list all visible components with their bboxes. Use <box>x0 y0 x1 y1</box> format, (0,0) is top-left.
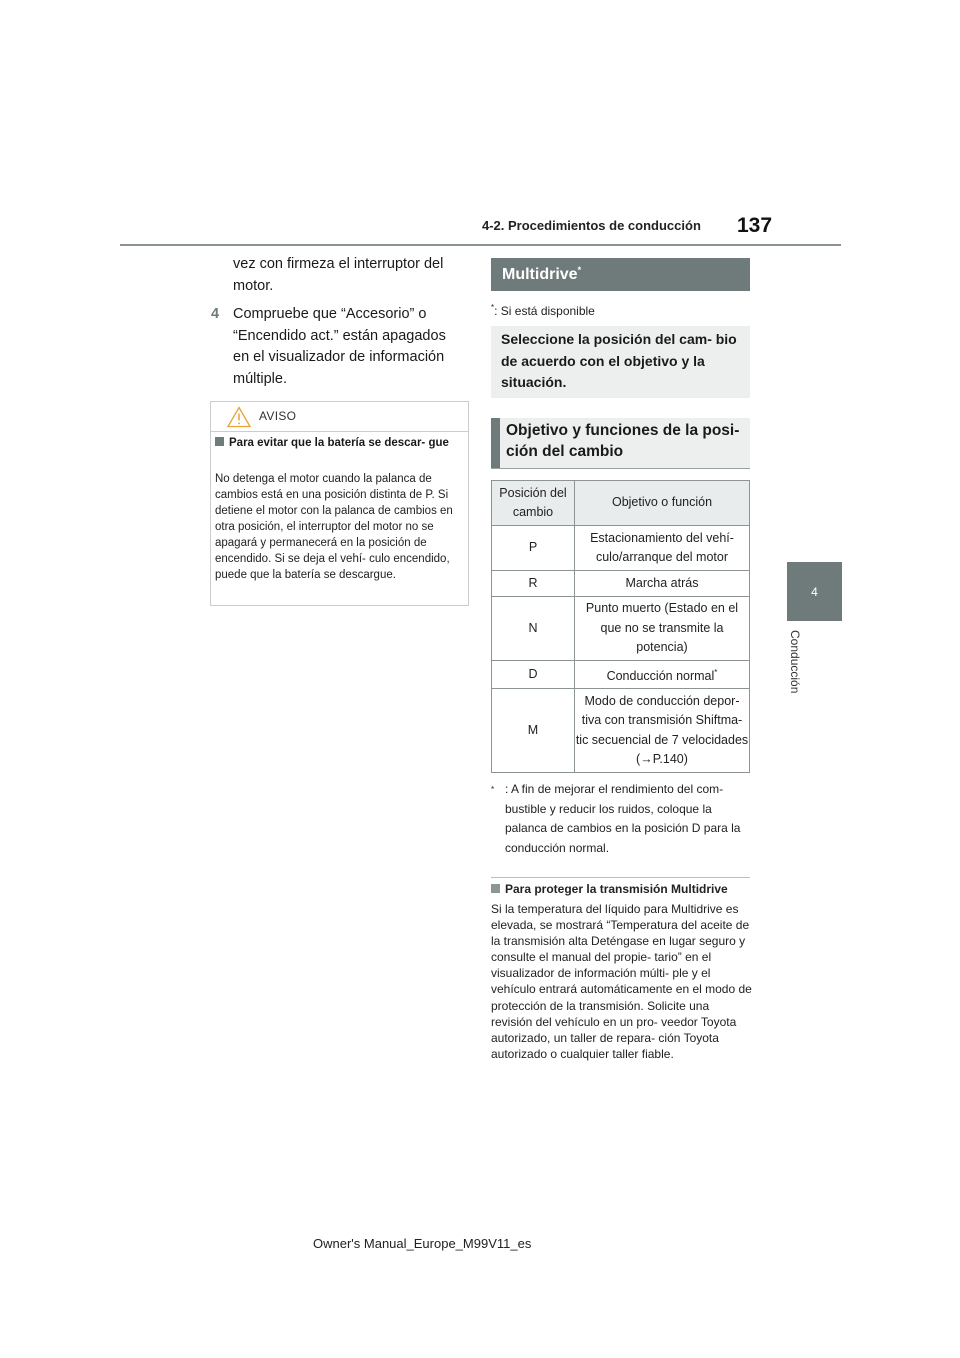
info-title <box>491 882 750 896</box>
text-line: Compruebe que “Accesorio” o <box>233 306 427 322</box>
column-header: Objetivo o función <box>575 481 750 526</box>
square-bullet-icon <box>491 884 500 893</box>
availability-footnote <box>491 303 595 318</box>
page-number: 137 <box>737 214 773 237</box>
warning-triangle-icon <box>227 406 251 428</box>
position-cell: R <box>492 571 575 597</box>
table-header-row <box>492 481 750 526</box>
footnote-mark: * <box>491 785 495 794</box>
footnote-text: : A fin de mejorar el rendimiento del com- bustible y reducir los ruidos, coloque la palanca de cambios en la posición D para la conducción normal. <box>505 782 741 855</box>
warning-title: AVISO <box>259 409 297 423</box>
header-rule <box>120 244 841 246</box>
shift-position-table <box>491 480 750 773</box>
chapter-number: 4 <box>811 584 818 599</box>
text-line: “Encendido act.” están apagados <box>233 327 446 344</box>
warning-body: No detenga el motor cuando la palanca de cambios está en una posición distinta de P. Si detiene el motor con la palanca de cambios en otra posición, el interruptor del motor no se apagará y permanecerá en la posición de encendido. Si se deja el vehí- culo encendido, puede que la batería se descargue. <box>215 473 453 581</box>
warning-subtitle <box>215 436 465 450</box>
position-cell: P <box>492 526 575 571</box>
footnote-mark: * <box>714 667 718 677</box>
text-line: vez con firmeza el interruptor del <box>233 256 444 272</box>
multidrive-title: Multidrive <box>502 266 578 283</box>
table-row <box>492 571 750 597</box>
function-cell: Marcha atrás <box>575 571 750 597</box>
chapter-tab[interactable] <box>787 562 842 621</box>
info-rule <box>491 877 750 878</box>
footer-manual-id: Owner's Manual_Europe_M99V11_es <box>313 1236 532 1251</box>
step-3-continuation <box>233 254 443 297</box>
position-cell: D <box>492 661 575 689</box>
intro-box: Seleccione la posición del cam- bio de acuerdo con el objetivo y la situación. <box>491 326 750 398</box>
info-body: Si la temperatura del líquido para Multidrive es elevada, se mostrará “Temperatura del aceite de la transmisión alta Deténgase en lugar seguro y consulte el manual del propie- tario” en el visualizador de información múlti- ple y el vehículo entrará automáticamente en el modo de protección de la transmisión. Solicite una revisión del vehículo en un pro- veedor Toyota autorizado, un taller de repara- ción Toyota autorizado o cualquier taller fiable. <box>491 902 752 1061</box>
warning-box <box>210 401 469 606</box>
table-row <box>492 689 750 773</box>
chapter-label: Conducción <box>788 630 802 694</box>
warning-subtitle-text: Para evitar que la batería se descar- gue <box>229 437 449 449</box>
table-footnote <box>491 780 750 858</box>
table-row <box>492 661 750 689</box>
function-cell: Estacionamiento del vehí- culo/arranque del motor <box>575 526 750 571</box>
table-row <box>492 526 750 571</box>
footnote-mark: * <box>491 303 495 312</box>
shift-section-heading: Objetivo y funciones de la posi- ción del cambio <box>491 418 750 469</box>
position-cell: N <box>492 597 575 661</box>
table-row <box>492 597 750 661</box>
function-cell: Modo de conducción depor- tiva con transmisión Shiftma- tic secuencial de 7 velocidades (→P.140) <box>575 689 750 773</box>
info-title-text: Para proteger la transmisión Multidrive <box>505 882 728 896</box>
square-bullet-icon <box>215 437 224 446</box>
text-line: en el visualizador de información <box>233 349 445 365</box>
section-heading: 4-2. Procedimientos de conducción <box>482 218 701 233</box>
step-4-text <box>233 304 446 390</box>
section-heading-rule <box>491 468 750 469</box>
text-line: múltiple. <box>233 370 287 387</box>
multidrive-title-banner <box>491 258 750 291</box>
column-header: Posición del cambio <box>492 481 575 526</box>
availability-mark: * <box>577 265 582 275</box>
warning-header <box>211 402 468 432</box>
text-line: motor. <box>233 277 274 294</box>
function-cell <box>575 661 750 689</box>
step-number: 4 <box>211 306 220 322</box>
chapter-side-label <box>787 630 803 710</box>
position-cell: M <box>492 689 575 773</box>
footnote-text: : Si está disponible <box>494 304 595 318</box>
function-text: Conducción normal <box>606 668 715 683</box>
function-cell: Punto muerto (Estado en el que no se transmite la potencia) <box>575 597 750 661</box>
